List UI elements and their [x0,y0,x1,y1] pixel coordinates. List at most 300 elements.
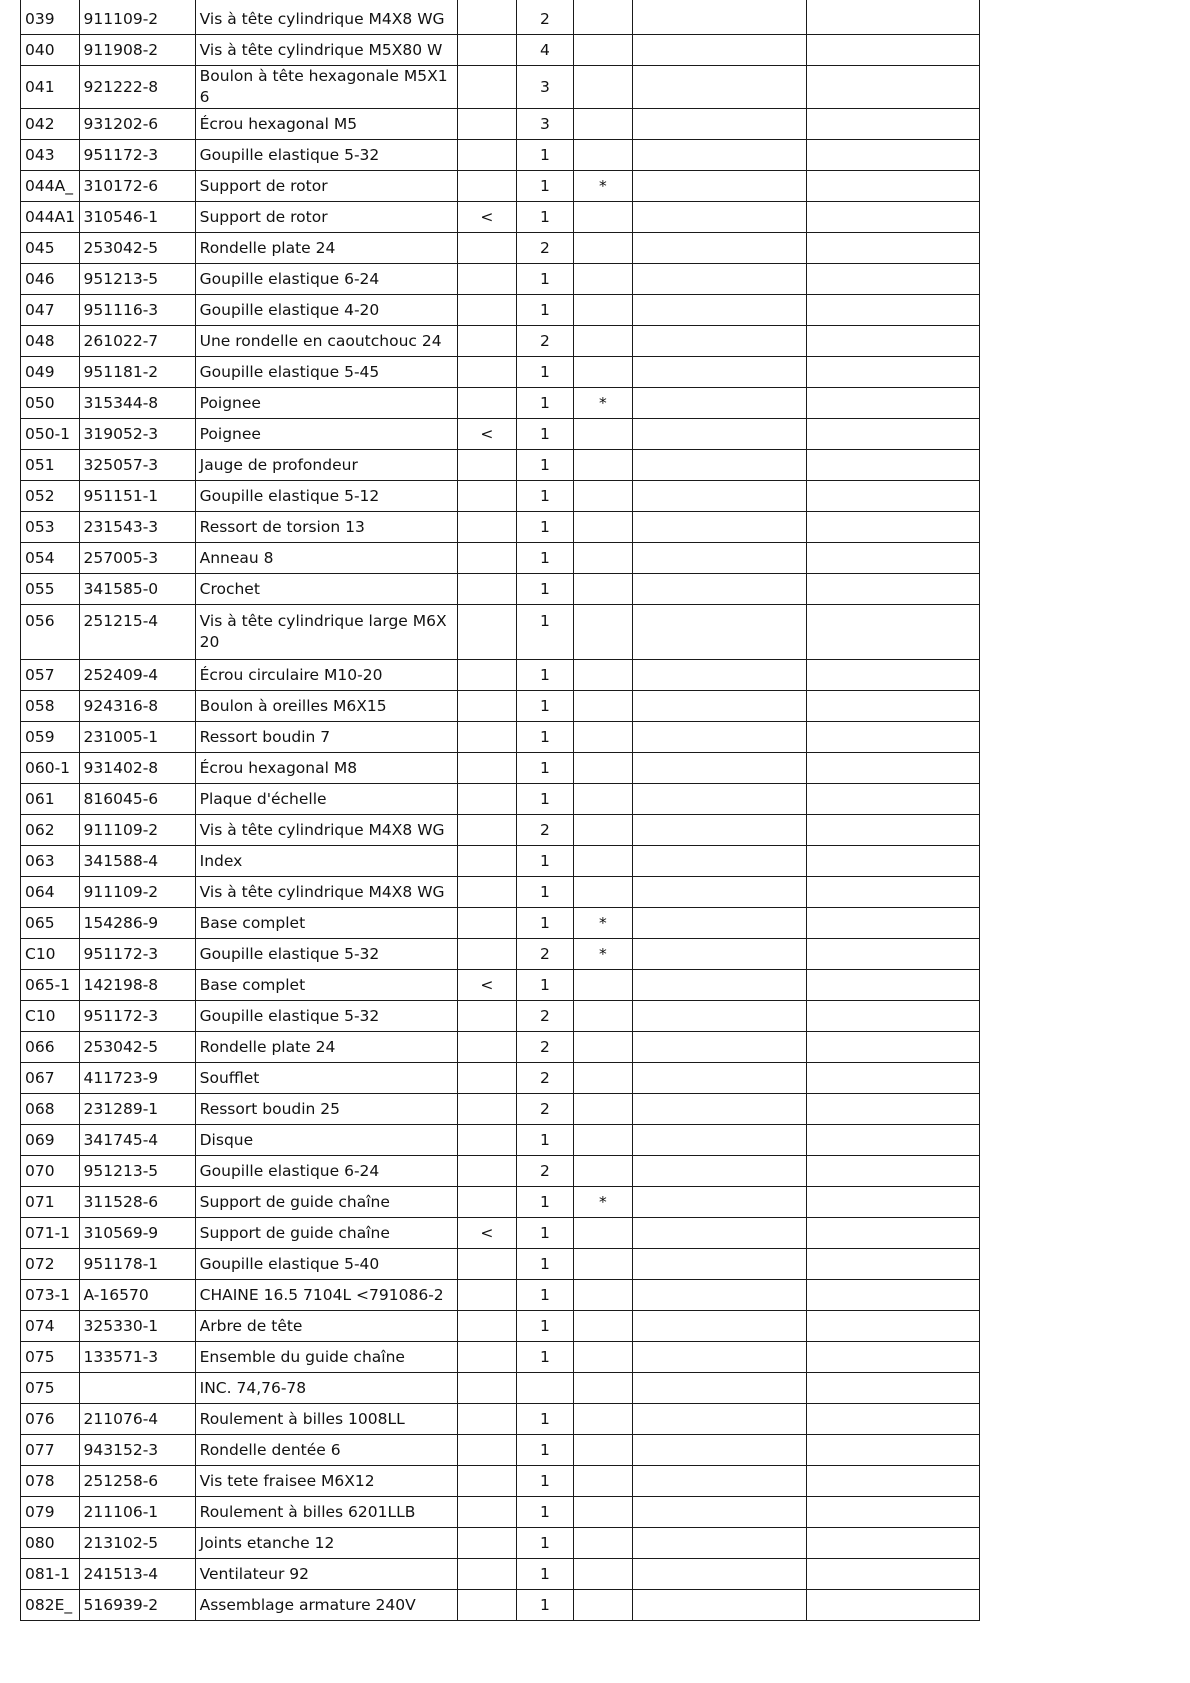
blank-cell [632,419,807,450]
quantity-cell: 1 [516,605,574,660]
blank-cell [632,233,807,264]
table-row [21,1032,980,1063]
description-cell: Goupille elastique 5-45 [195,357,457,388]
item-number-cell: 059 [21,722,80,753]
part-number-cell: 341585-0 [79,574,195,605]
table-row [21,970,980,1001]
table-row [21,419,980,450]
note-cell [574,1311,633,1342]
blank-cell [807,722,980,753]
blank-cell [632,326,807,357]
description-cell: Support de rotor [195,171,457,202]
description-cell: Base complet [195,908,457,939]
note-cell [574,1094,633,1125]
item-number-cell: 039 [21,0,80,35]
blank-cell [632,1187,807,1218]
blank-cell [632,1063,807,1094]
blank-cell [632,295,807,326]
blank-cell [632,1094,807,1125]
note-cell [574,1280,633,1311]
table-row [21,171,980,202]
change-mark-cell [458,1435,517,1466]
table-row [21,543,980,574]
blank-cell [632,1218,807,1249]
table-row [21,1063,980,1094]
note-cell [574,202,633,233]
note-cell [574,1032,633,1063]
item-number-cell: 071-1 [21,1218,80,1249]
quantity-cell: 1 [516,140,574,171]
item-number-cell: 057 [21,660,80,691]
part-number-cell: 816045-6 [79,784,195,815]
blank-cell [807,1311,980,1342]
item-number-cell: 058 [21,691,80,722]
quantity-cell: 1 [516,295,574,326]
note-cell [574,877,633,908]
quantity-cell: 1 [516,846,574,877]
blank-cell [807,326,980,357]
description-cell: Goupille elastique 5-40 [195,1249,457,1280]
blank-cell [807,970,980,1001]
description-cell: Assemblage armature 240V [195,1590,457,1621]
description-cell: Base complet [195,970,457,1001]
note-cell [574,753,633,784]
part-number-cell: 251215-4 [79,605,195,660]
item-number-cell: 043 [21,140,80,171]
table-row [21,1590,980,1621]
change-mark-cell [458,295,517,326]
change-mark-cell [458,388,517,419]
note-cell [574,35,633,66]
part-number-cell: 231543-3 [79,512,195,543]
note-cell [574,543,633,574]
description-cell: Goupille elastique 6-24 [195,1156,457,1187]
blank-cell [807,419,980,450]
blank-cell [632,202,807,233]
item-number-cell: 072 [21,1249,80,1280]
table-row [21,1342,980,1373]
part-number-cell: 211076-4 [79,1404,195,1435]
part-number-cell: 133571-3 [79,1342,195,1373]
part-number-cell: 319052-3 [79,419,195,450]
change-mark-cell [458,784,517,815]
quantity-cell: 2 [516,1032,574,1063]
blank-cell [807,1063,980,1094]
blank-cell [632,388,807,419]
change-mark-cell [458,109,517,140]
table-row [21,450,980,481]
blank-cell [632,1001,807,1032]
change-mark-cell [458,660,517,691]
blank-cell [807,295,980,326]
blank-cell [632,1373,807,1404]
table-row [21,1187,980,1218]
quantity-cell: 1 [516,171,574,202]
change-mark-cell [458,815,517,846]
quantity-cell: 1 [516,1466,574,1497]
blank-cell [632,1280,807,1311]
blank-cell [807,543,980,574]
note-cell [574,233,633,264]
quantity-cell: 1 [516,1590,574,1621]
blank-cell [632,691,807,722]
quantity-cell: 1 [516,660,574,691]
description-cell: Écrou hexagonal M8 [195,753,457,784]
description-cell: Plaque d'échelle [195,784,457,815]
change-mark-cell [458,543,517,574]
description-cell: Poignee [195,419,457,450]
change-mark-cell [458,1156,517,1187]
part-number-cell: 325057-3 [79,450,195,481]
item-number-cell: 080 [21,1528,80,1559]
description-cell: Goupille elastique 5-12 [195,481,457,512]
description-cell: Rondelle dentée 6 [195,1435,457,1466]
description-cell: Roulement à billes 1008LL [195,1404,457,1435]
blank-cell [807,908,980,939]
part-number-cell: 516939-2 [79,1590,195,1621]
blank-cell [807,1342,980,1373]
quantity-cell: 2 [516,1094,574,1125]
item-number-cell: 060-1 [21,753,80,784]
note-cell [574,1497,633,1528]
blank-cell [807,1032,980,1063]
description-cell: Roulement à billes 6201LLB [195,1497,457,1528]
table-row [21,264,980,295]
description-cell: Support de guide chaîne [195,1187,457,1218]
item-number-cell: 061 [21,784,80,815]
blank-cell [807,35,980,66]
quantity-cell: 1 [516,1280,574,1311]
description-cell: Soufflet [195,1063,457,1094]
blank-cell [632,722,807,753]
change-mark-cell [458,605,517,660]
blank-cell [807,450,980,481]
part-number-cell: 931202-6 [79,109,195,140]
item-number-cell: 051 [21,450,80,481]
blank-cell [807,846,980,877]
quantity-cell: 1 [516,1125,574,1156]
note-cell: * [574,171,633,202]
blank-cell [632,1032,807,1063]
quantity-cell: 2 [516,233,574,264]
part-number-cell: 951172-3 [79,140,195,171]
note-cell [574,0,633,35]
quantity-cell: 2 [516,326,574,357]
blank-cell [807,481,980,512]
table-row [21,753,980,784]
description-cell: Joints etanche 12 [195,1528,457,1559]
table-row [21,1156,980,1187]
change-mark-cell [458,877,517,908]
quantity-cell: 1 [516,450,574,481]
item-number-cell: 040 [21,35,80,66]
change-mark-cell [458,140,517,171]
quantity-cell: 1 [516,512,574,543]
quantity-cell: 1 [516,1404,574,1435]
note-cell [574,660,633,691]
part-number-cell: 311528-6 [79,1187,195,1218]
part-number-cell: 341588-4 [79,846,195,877]
table-row [21,1249,980,1280]
note-cell: * [574,388,633,419]
table-row [21,815,980,846]
table-row [21,939,980,970]
description-cell: Anneau 8 [195,543,457,574]
table-row [21,908,980,939]
quantity-cell: 1 [516,1311,574,1342]
blank-cell [807,1528,980,1559]
description-cell: Support de guide chaîne [195,1218,457,1249]
note-cell [574,691,633,722]
part-number-cell: A-16570 [79,1280,195,1311]
table-row [21,233,980,264]
item-number-cell: 045 [21,233,80,264]
part-number-cell: 310569-9 [79,1218,195,1249]
item-number-cell: 044A_ [21,171,80,202]
quantity-cell: 1 [516,419,574,450]
item-number-cell: 075 [21,1373,80,1404]
change-mark-cell [458,326,517,357]
change-mark-cell [458,0,517,35]
change-mark-cell [458,171,517,202]
quantity-cell: 2 [516,1156,574,1187]
part-number-cell: 231289-1 [79,1094,195,1125]
part-number-cell: 951116-3 [79,295,195,326]
note-cell: * [574,1187,633,1218]
part-number-cell: 951213-5 [79,1156,195,1187]
quantity-cell: 2 [516,815,574,846]
description-cell: Boulon à oreilles M6X15 [195,691,457,722]
blank-cell [807,1280,980,1311]
note-cell [574,450,633,481]
item-number-cell: 047 [21,295,80,326]
quantity-cell: 1 [516,753,574,784]
change-mark-cell [458,1311,517,1342]
blank-cell [807,0,980,35]
table-row [21,202,980,233]
change-mark-cell [458,35,517,66]
change-mark-cell [458,1032,517,1063]
blank-cell [632,1559,807,1590]
blank-cell [807,1435,980,1466]
table-row [21,1497,980,1528]
description-cell: CHAINE 16.5 7104L <791086-2 [195,1280,457,1311]
blank-cell [632,1590,807,1621]
blank-cell [632,1156,807,1187]
blank-cell [632,660,807,691]
note-cell [574,1404,633,1435]
table-row [21,1373,980,1404]
change-mark-cell [458,1404,517,1435]
description-cell: Ressort boudin 25 [195,1094,457,1125]
blank-cell [632,574,807,605]
blank-cell [632,1311,807,1342]
change-mark-cell [458,1590,517,1621]
part-number-cell: 142198-8 [79,970,195,1001]
quantity-cell: 4 [516,35,574,66]
note-cell [574,481,633,512]
change-mark-cell [458,753,517,784]
part-number-cell: 924316-8 [79,691,195,722]
note-cell [574,419,633,450]
part-number-cell: 310546-1 [79,202,195,233]
quantity-cell: 1 [516,1342,574,1373]
note-cell [574,970,633,1001]
part-number-cell: 951172-3 [79,1001,195,1032]
quantity-cell: 1 [516,1249,574,1280]
item-number-cell: 048 [21,326,80,357]
part-number-cell: 341745-4 [79,1125,195,1156]
table-row [21,512,980,543]
table-row [21,35,980,66]
quantity-cell: 1 [516,908,574,939]
note-cell [574,1156,633,1187]
change-mark-cell [458,1528,517,1559]
table-row [21,1218,980,1249]
note-cell [574,1373,633,1404]
part-number-cell: 921222-8 [79,66,195,109]
blank-cell [632,605,807,660]
description-cell: Écrou hexagonal M5 [195,109,457,140]
blank-cell [807,1094,980,1125]
blank-cell [632,939,807,970]
item-number-cell: 050-1 [21,419,80,450]
description-cell: Goupille elastique 5-32 [195,939,457,970]
item-number-cell: 064 [21,877,80,908]
table-row [21,1311,980,1342]
part-number-cell: 951178-1 [79,1249,195,1280]
item-number-cell: 054 [21,543,80,574]
description-cell: Disque [195,1125,457,1156]
quantity-cell: 1 [516,388,574,419]
note-cell [574,1528,633,1559]
table-row [21,66,980,109]
table-row [21,722,980,753]
note-cell [574,109,633,140]
item-number-cell: 056 [21,605,80,660]
description-cell: Index [195,846,457,877]
quantity-cell: 1 [516,357,574,388]
part-number-cell: 241513-4 [79,1559,195,1590]
quantity-cell: 1 [516,574,574,605]
part-number-cell: 931402-8 [79,753,195,784]
table-row [21,388,980,419]
blank-cell [632,171,807,202]
table-row [21,357,980,388]
blank-cell [807,753,980,784]
change-mark-cell [458,1125,517,1156]
table-row [21,574,980,605]
blank-cell [632,450,807,481]
blank-cell [807,1218,980,1249]
item-number-cell: 078 [21,1466,80,1497]
quantity-cell: 1 [516,1497,574,1528]
description-cell: Goupille elastique 5-32 [195,140,457,171]
item-number-cell: 068 [21,1094,80,1125]
item-number-cell: 081-1 [21,1559,80,1590]
blank-cell [632,1404,807,1435]
change-mark-cell [458,264,517,295]
table-row [21,1466,980,1497]
blank-cell [632,846,807,877]
change-mark-cell [458,1342,517,1373]
description-cell: Vis tete fraisee M6X12 [195,1466,457,1497]
change-mark-cell [458,908,517,939]
part-number-cell: 253042-5 [79,1032,195,1063]
note-cell [574,815,633,846]
blank-cell [632,35,807,66]
table-row [21,846,980,877]
note-cell: * [574,908,633,939]
note-cell [574,605,633,660]
part-number-cell: 251258-6 [79,1466,195,1497]
blank-cell [807,388,980,419]
part-number-cell: 315344-8 [79,388,195,419]
blank-cell [632,784,807,815]
item-number-cell: 082E_ [21,1590,80,1621]
description-cell: INC. 74,76-78 [195,1373,457,1404]
part-number-cell: 154286-9 [79,908,195,939]
quantity-cell: 1 [516,691,574,722]
change-mark-cell: < [458,970,517,1001]
item-number-cell: 074 [21,1311,80,1342]
table-row [21,140,980,171]
change-mark-cell [458,846,517,877]
table-row [21,1001,980,1032]
blank-cell [632,970,807,1001]
description-cell: Boulon à tête hexagonale M5X16 [195,66,457,109]
blank-cell [632,512,807,543]
item-number-cell: 063 [21,846,80,877]
item-number-cell: 075 [21,1342,80,1373]
blank-cell [807,357,980,388]
item-number-cell: 052 [21,481,80,512]
blank-cell [632,908,807,939]
part-number-cell: 253042-5 [79,233,195,264]
blank-cell [807,1156,980,1187]
note-cell [574,66,633,109]
change-mark-cell [458,481,517,512]
part-number-cell: 325330-1 [79,1311,195,1342]
change-mark-cell [458,574,517,605]
quantity-cell: 1 [516,1559,574,1590]
quantity-cell [516,1373,574,1404]
table-row [21,1528,980,1559]
note-cell [574,784,633,815]
item-number-cell: C10 [21,1001,80,1032]
item-number-cell: 073-1 [21,1280,80,1311]
description-cell: Arbre de tête [195,1311,457,1342]
item-number-cell: 046 [21,264,80,295]
blank-cell [632,543,807,574]
parts-table [20,0,980,1621]
description-cell: Vis à tête cylindrique M4X8 WG [195,877,457,908]
part-number-cell: 261022-7 [79,326,195,357]
blank-cell [632,1435,807,1466]
note-cell [574,295,633,326]
parts-table-body [21,0,980,1621]
change-mark-cell [458,512,517,543]
blank-cell [807,1559,980,1590]
quantity-cell: 3 [516,109,574,140]
part-number-cell: 231005-1 [79,722,195,753]
blank-cell [632,815,807,846]
quantity-cell: 2 [516,939,574,970]
item-number-cell: 053 [21,512,80,543]
note-cell [574,1342,633,1373]
table-row [21,660,980,691]
description-cell: Ressort boudin 7 [195,722,457,753]
